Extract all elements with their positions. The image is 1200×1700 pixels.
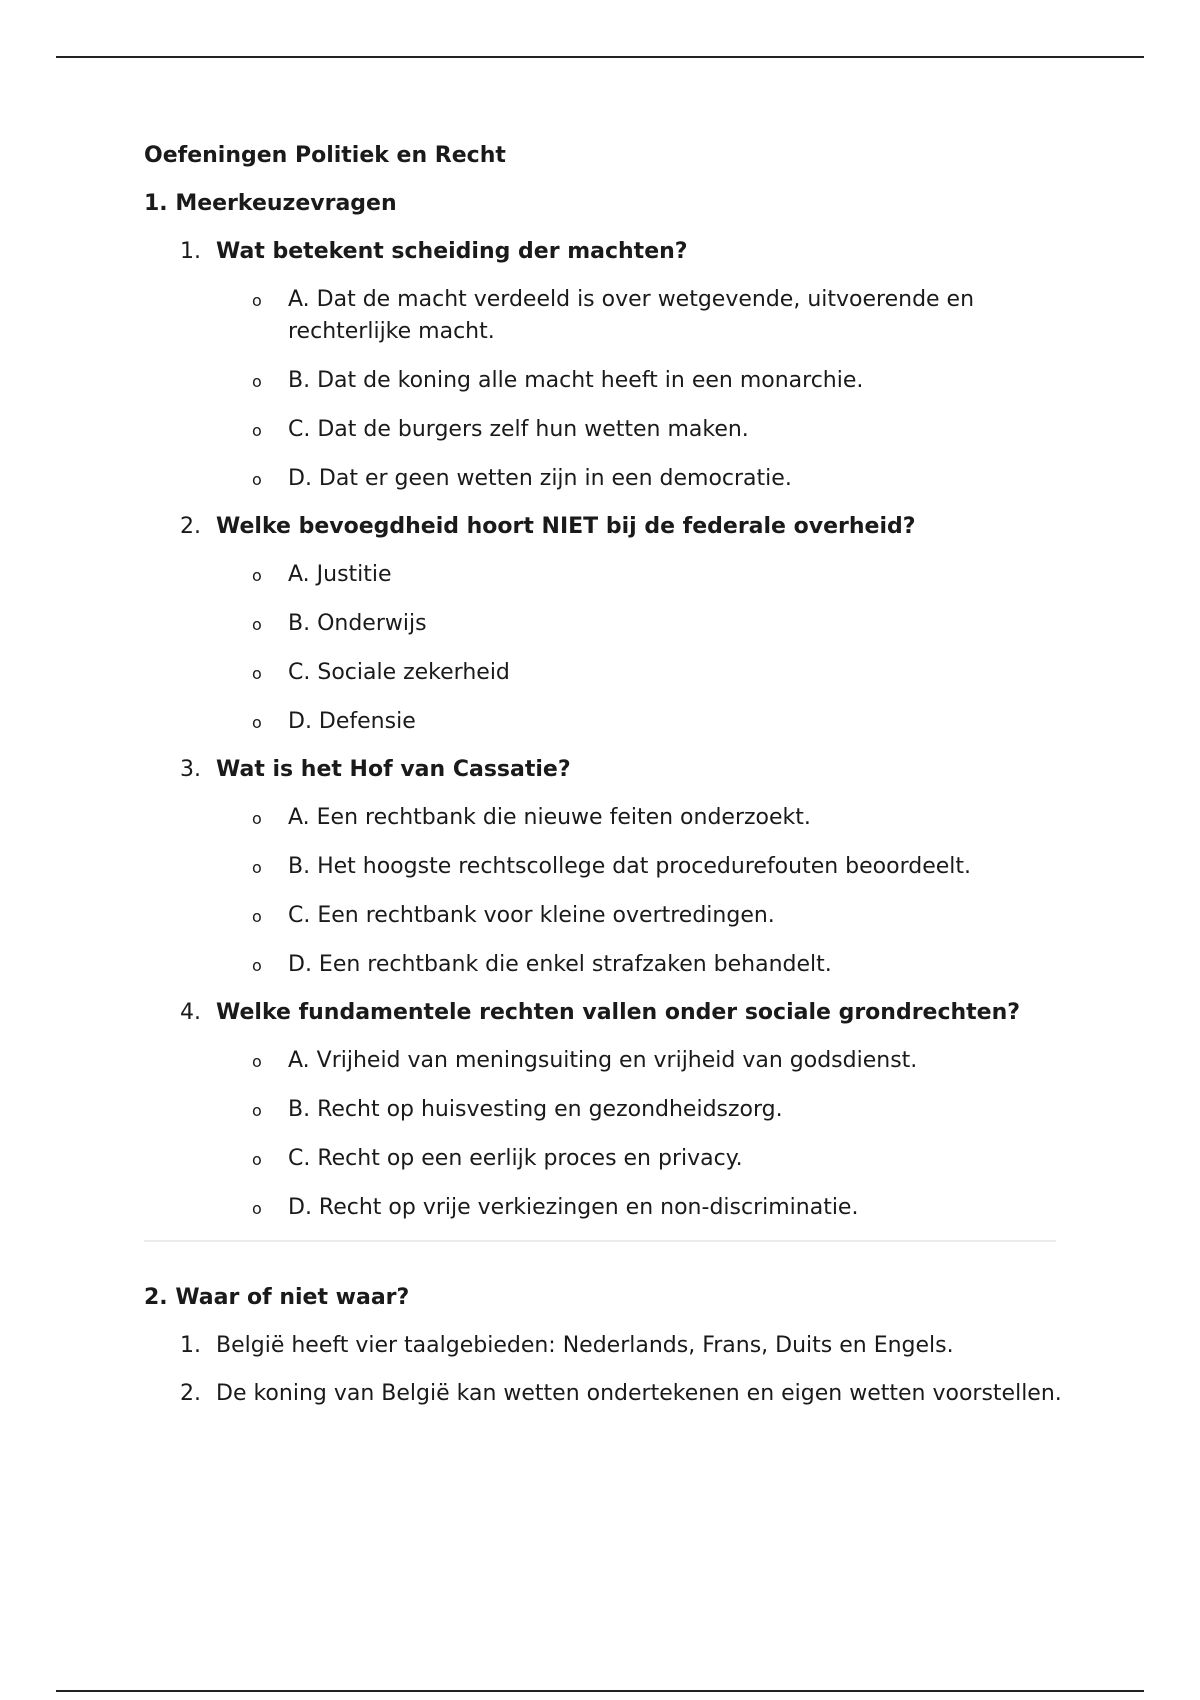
- option-text: B. Dat de koning alle macht heeft in een monarchie.: [288, 368, 864, 393]
- option-text: A. Vrijheid van meningsuiting en vrijheid van godsdienst.: [288, 1048, 918, 1073]
- option-text: B. Recht op huisvesting en gezondheidszorg.: [288, 1097, 783, 1122]
- bullet-icon: o: [252, 566, 262, 585]
- section-divider: [144, 1240, 1056, 1242]
- bullet-icon: o: [252, 1101, 262, 1120]
- option-item: [216, 284, 1064, 348]
- question-text: Wat betekent scheiding der machten?: [216, 239, 688, 264]
- question-number: 2.: [180, 514, 201, 539]
- document-title: Oefeningen Politiek en Recht: [144, 143, 506, 168]
- bullet-icon: o: [252, 713, 262, 732]
- option-text: D. Recht op vrije verkiezingen en non-discriminatie.: [288, 1195, 859, 1220]
- option-list: [216, 559, 1064, 738]
- option-text: A. Justitie: [288, 562, 392, 587]
- option-item: [216, 1192, 1064, 1224]
- option-text: C. Sociale zekerheid: [288, 660, 510, 685]
- question-number: 4.: [180, 1000, 201, 1025]
- bullet-icon: o: [252, 664, 262, 683]
- question-text: Wat is het Hof van Cassatie?: [216, 757, 571, 782]
- option-item: [216, 900, 1064, 932]
- option-item: [216, 559, 1064, 591]
- bullet-icon: o: [252, 809, 262, 828]
- statement-number: 1.: [180, 1333, 201, 1358]
- section-title-true-false: 2. Waar of niet waar?: [144, 1285, 410, 1310]
- question-item: [144, 236, 1064, 495]
- bullet-icon: o: [252, 1052, 262, 1071]
- option-text: D. Een rechtbank die enkel strafzaken behandelt.: [288, 952, 832, 977]
- option-item: [216, 463, 1064, 495]
- option-text: C. Recht op een eerlijk proces en privacy.: [288, 1146, 743, 1171]
- option-list: [216, 1045, 1064, 1224]
- statement-item: [144, 1378, 1064, 1410]
- statement-text: België heeft vier taalgebieden: Nederlands, Frans, Duits en Engels.: [216, 1333, 954, 1358]
- option-item: [216, 365, 1064, 397]
- bullet-icon: o: [252, 1199, 262, 1218]
- page-header-rule: [56, 56, 1144, 58]
- question-number: 3.: [180, 757, 201, 782]
- option-list: [216, 284, 1064, 495]
- option-text: B. Het hoogste rechtscollege dat procedurefouten beoordeelt.: [288, 854, 972, 879]
- option-item: [216, 414, 1064, 446]
- statement-number: 2.: [180, 1381, 201, 1406]
- option-item: [216, 657, 1064, 689]
- question-list: [144, 236, 1064, 1224]
- question-item: [144, 511, 1064, 738]
- option-item: [216, 949, 1064, 981]
- section-title-multiple-choice: 1. Meerkeuzevragen: [144, 191, 397, 216]
- option-item: [216, 1045, 1064, 1077]
- option-item: [216, 1094, 1064, 1126]
- option-item: [216, 706, 1064, 738]
- bullet-icon: o: [252, 372, 262, 391]
- bullet-icon: o: [252, 858, 262, 877]
- bullet-icon: o: [252, 907, 262, 926]
- statement-item: [144, 1330, 1064, 1362]
- option-item: [216, 851, 1064, 883]
- page-footer-rule: [56, 1690, 1144, 1692]
- option-text: A. Een rechtbank die nieuwe feiten onderzoekt.: [288, 805, 811, 830]
- option-text: D. Dat er geen wetten zijn in een democratie.: [288, 466, 792, 491]
- option-text: D. Defensie: [288, 709, 416, 734]
- option-text: C. Dat de burgers zelf hun wetten maken.: [288, 417, 749, 442]
- statement-list: [144, 1330, 1064, 1410]
- question-text: Welke bevoegdheid hoort NIET bij de federale overheid?: [216, 514, 916, 539]
- bullet-icon: o: [252, 421, 262, 440]
- question-text: Welke fundamentele rechten vallen onder sociale grondrechten?: [216, 1000, 1021, 1025]
- question-item: [144, 997, 1064, 1224]
- question-number: 1.: [180, 239, 201, 264]
- bullet-icon: o: [252, 470, 262, 489]
- option-text: C. Een rechtbank voor kleine overtredingen.: [288, 903, 775, 928]
- question-item: [144, 754, 1064, 981]
- statement-text: De koning van België kan wetten ondertekenen en eigen wetten voorstellen.: [216, 1381, 1062, 1406]
- option-text: A. Dat de macht verdeeld is over wetgevende, uitvoerende en rechterlijke macht.: [288, 287, 975, 344]
- option-text: B. Onderwijs: [288, 611, 427, 636]
- bullet-icon: o: [252, 615, 262, 634]
- option-item: [216, 1143, 1064, 1175]
- option-item: [216, 608, 1064, 640]
- bullet-icon: o: [252, 956, 262, 975]
- bullet-icon: o: [252, 291, 262, 310]
- document-body: [144, 140, 1064, 1426]
- option-list: [216, 802, 1064, 981]
- bullet-icon: o: [252, 1150, 262, 1169]
- option-item: [216, 802, 1064, 834]
